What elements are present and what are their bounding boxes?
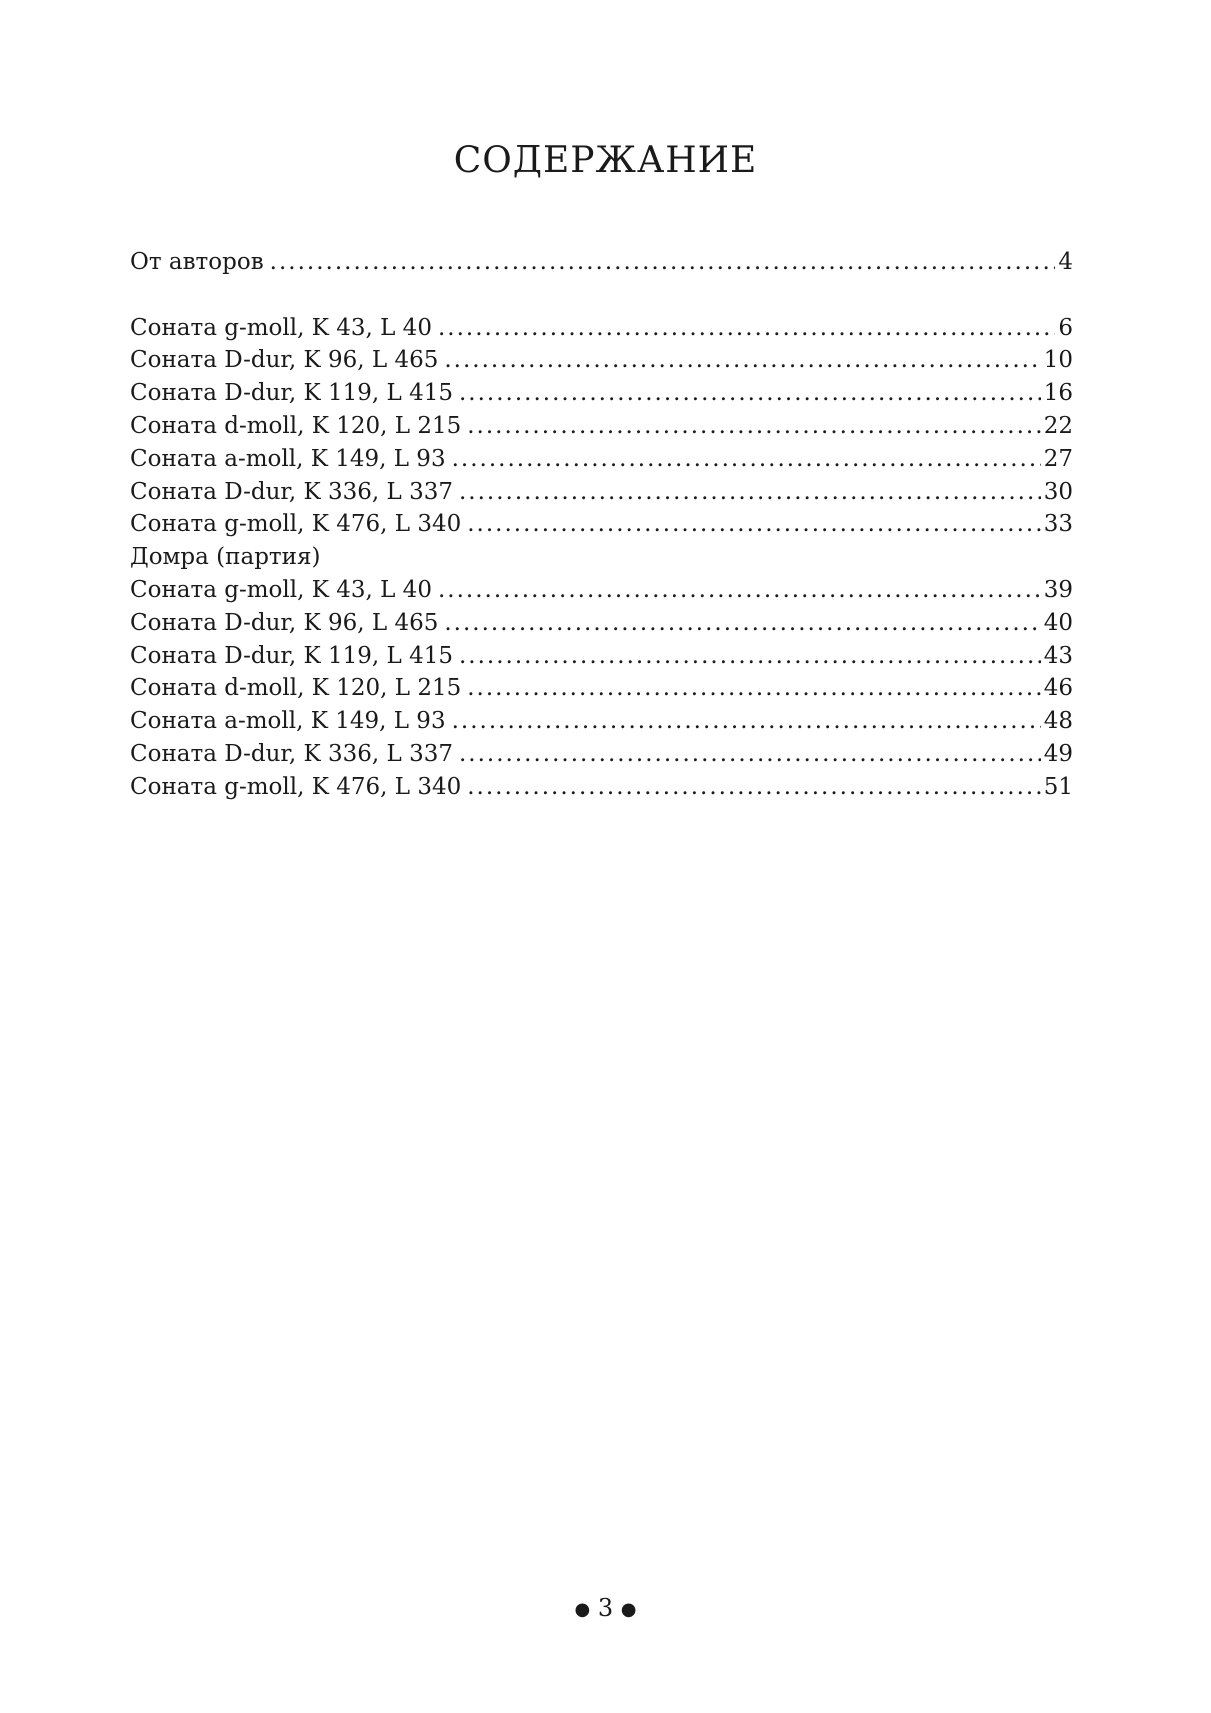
toc-entry-page: 48 xyxy=(1043,708,1073,735)
table-of-contents xyxy=(130,246,1073,804)
dot-leader xyxy=(444,344,1040,377)
spacer xyxy=(130,279,1073,312)
toc-entry[interactable] xyxy=(130,607,1073,640)
dot-leader xyxy=(270,246,1056,279)
toc-entry-page: 46 xyxy=(1043,675,1073,702)
section-heading: Домра (партия) xyxy=(130,544,321,571)
toc-entry[interactable] xyxy=(130,344,1073,377)
toc-entry-label: Соната D-dur, K 336, L 337 xyxy=(130,478,453,505)
toc-entry-label: Соната D-dur, K 96, L 465 xyxy=(130,609,439,636)
toc-entry[interactable] xyxy=(130,410,1073,443)
toc-entry[interactable] xyxy=(130,640,1073,673)
dot-leader xyxy=(452,443,1041,476)
dot-leader xyxy=(459,476,1041,509)
toc-entry[interactable] xyxy=(130,508,1073,541)
toc-entry[interactable] xyxy=(130,771,1073,804)
dot-leader xyxy=(459,640,1041,673)
toc-entry[interactable] xyxy=(130,574,1073,607)
toc-entry-page: 49 xyxy=(1043,740,1073,767)
toc-entry-page: 16 xyxy=(1043,380,1073,407)
toc-entry-page: 27 xyxy=(1043,445,1073,472)
toc-entry-label: Соната d-moll, K 120, L 215 xyxy=(130,412,462,439)
dot-leader xyxy=(467,771,1040,804)
toc-entry[interactable] xyxy=(130,738,1073,771)
toc-entry-label: Соната D-dur, K 119, L 415 xyxy=(130,642,453,669)
dot-leader xyxy=(438,312,1055,345)
toc-entry[interactable] xyxy=(130,312,1073,345)
toc-entry-label: Соната a-moll, K 149, L 93 xyxy=(130,708,446,735)
toc-entry-page: 22 xyxy=(1043,412,1073,439)
toc-entry-page: 43 xyxy=(1043,642,1073,669)
toc-entry-label: Соната g-moll, K 43, L 40 xyxy=(130,314,432,341)
toc-entry[interactable] xyxy=(130,705,1073,738)
page-title: СОДЕРЖАНИЕ xyxy=(453,140,758,181)
dot-leader xyxy=(467,508,1040,541)
toc-entry-label: От авторов xyxy=(130,249,264,275)
toc-entry[interactable] xyxy=(130,476,1073,509)
toc-entry[interactable] xyxy=(130,672,1073,705)
page-number xyxy=(0,1594,1211,1622)
dot-leader xyxy=(467,672,1040,705)
dot-leader xyxy=(459,738,1041,771)
toc-entry-intro[interactable] xyxy=(130,246,1073,279)
dot-leader xyxy=(444,607,1040,640)
dot-leader xyxy=(452,705,1041,738)
toc-entry-page: 40 xyxy=(1043,609,1073,636)
toc-entry-page: 4 xyxy=(1058,249,1073,275)
toc-entry-label: Соната a-moll, K 149, L 93 xyxy=(130,445,446,472)
toc-entry-label: Соната g-moll, K 476, L 340 xyxy=(130,511,462,538)
toc-entry-page: 39 xyxy=(1043,576,1073,603)
toc-entry-label: Соната D-dur, K 336, L 337 xyxy=(130,740,453,767)
toc-entry-page: 30 xyxy=(1043,478,1073,505)
bullet-icon: ● xyxy=(620,1599,637,1620)
dot-leader xyxy=(467,410,1040,443)
toc-entry[interactable] xyxy=(130,443,1073,476)
toc-entry-page: 51 xyxy=(1043,773,1073,800)
page-number-value: 3 xyxy=(597,1594,614,1622)
toc-entry-page: 10 xyxy=(1043,347,1073,374)
toc-entry-page: 33 xyxy=(1043,511,1073,538)
toc-entry-label: Соната D-dur, K 96, L 465 xyxy=(130,347,439,374)
toc-entry-label: Соната g-moll, K 476, L 340 xyxy=(130,773,462,800)
toc-entry-label: Соната D-dur, K 119, L 415 xyxy=(130,380,453,407)
dot-leader xyxy=(459,377,1041,410)
toc-entry[interactable] xyxy=(130,377,1073,410)
dot-leader xyxy=(438,574,1041,607)
toc-entry-label: Соната g-moll, K 43, L 40 xyxy=(130,576,432,603)
toc-entry-page: 6 xyxy=(1058,314,1073,341)
toc-entry-label: Соната d-moll, K 120, L 215 xyxy=(130,675,462,702)
bullet-icon: ● xyxy=(574,1599,591,1620)
